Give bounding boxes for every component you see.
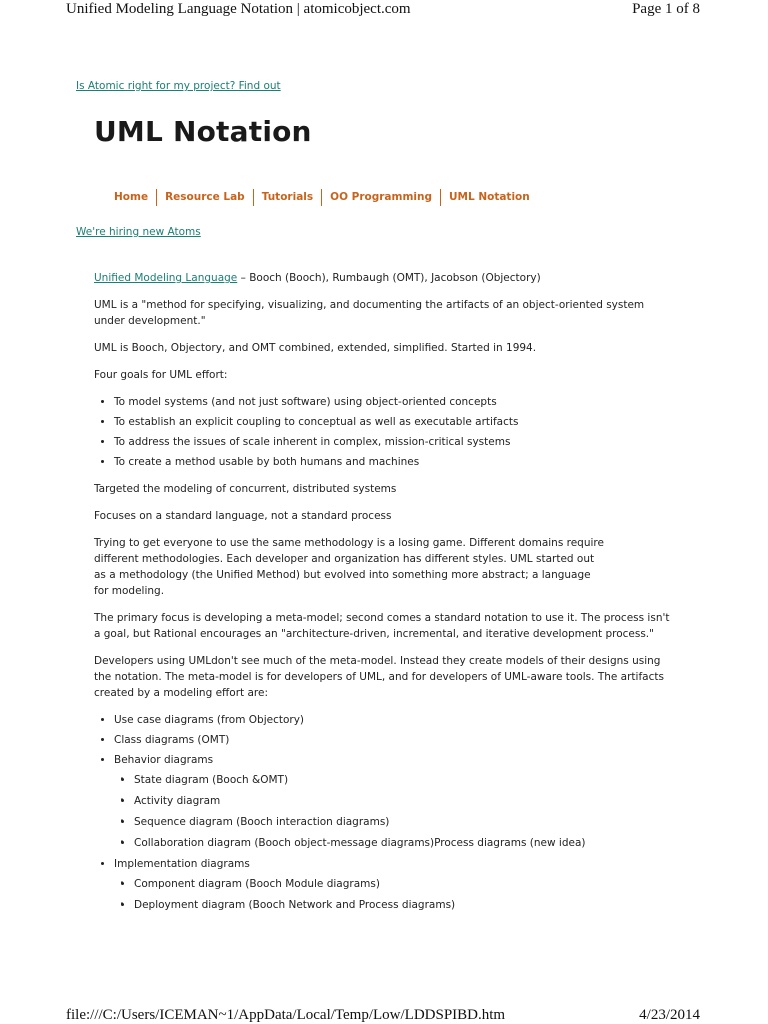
find-out-link[interactable]: Is Atomic right for my project? Find out bbox=[76, 80, 281, 92]
paragraph: Four goals for UML effort: bbox=[94, 369, 228, 381]
uml-wiki-link[interactable]: Unified Modeling Language bbox=[94, 272, 238, 284]
page-title: UML Notation bbox=[94, 115, 312, 148]
artifacts-list bbox=[94, 712, 674, 913]
sub-list-item: · • Component diagram (Booch Module diagrams) bbox=[134, 876, 674, 892]
list-item-label: Implementation diagrams bbox=[114, 858, 250, 870]
sub-list-item: · • Sequence diagram (Booch interaction diagrams) bbox=[134, 814, 674, 830]
print-header bbox=[0, 0, 768, 22]
paragraph: UML is a "method for specifying, visualizing, and documenting the artifacts of an object-oriented system under development." bbox=[94, 299, 645, 327]
sub-list-item: · • Collaboration diagram (Booch object-message diagrams)Process diagrams (new idea) bbox=[134, 835, 674, 851]
list-item: • To model systems (and not just software) using object-oriented concepts bbox=[114, 394, 674, 410]
sub-list-item: · • State diagram (Booch &OMT) bbox=[134, 772, 674, 788]
sub-list-item: · • Activity diagram bbox=[134, 793, 674, 809]
print-footer-path: file:///C:/Users/ICEMAN~1/AppData/Local/Temp/Low/LDDSPIBD.htm bbox=[66, 1007, 506, 1023]
print-header-page-number: Page 1 of 8 bbox=[632, 1, 700, 17]
nav-uml-notation[interactable]: UML Notation bbox=[449, 191, 530, 203]
paragraph: Developers using UMLdon't see much of the meta-model. Instead they create models of their designs using the notation. The meta-model is for developers of UML, and for developers of UML-aware tools. The artifacts created by a modeling effort are: bbox=[94, 655, 664, 699]
intro-text: – Booch (Booch), Rumbaugh (OMT), Jacobson (Objectory) bbox=[237, 272, 541, 284]
paragraph: The primary focus is developing a meta-model; second comes a standard notation to use it. The process isn't a goal, but Rational encourages an "architecture-driven, incremental, and iterative development process." bbox=[94, 612, 670, 640]
list-item: • To create a method usable by both humans and machines bbox=[114, 454, 674, 470]
nav-home[interactable]: Home bbox=[114, 191, 149, 203]
nav-resource-lab[interactable]: Resource Lab bbox=[165, 191, 245, 203]
list-item-label: Behavior diagrams bbox=[114, 754, 214, 766]
main-nav bbox=[106, 188, 538, 206]
goals-list bbox=[94, 394, 674, 470]
nav-tutorials[interactable]: Tutorials bbox=[261, 191, 314, 203]
list-item: • Use case diagrams (from Objectory) bbox=[114, 712, 674, 728]
implementation-sublist bbox=[114, 876, 674, 913]
print-header-title: Unified Modeling Language Notation | atomicobject.com bbox=[66, 1, 411, 17]
list-item: • To address the issues of scale inherent in complex, mission-critical systems bbox=[114, 434, 674, 450]
list-item: • To establish an explicit coupling to conceptual as well as executable artifacts bbox=[114, 414, 674, 430]
hiring-link[interactable]: We're hiring new Atoms bbox=[76, 226, 201, 238]
paragraph: Targeted the modeling of concurrent, distributed systems bbox=[94, 483, 397, 495]
list-item bbox=[114, 856, 674, 913]
paragraph: UML is Booch, Objectory, and OMT combined, extended, simplified. Started in 1994. bbox=[94, 342, 537, 354]
print-footer-date: 4/23/2014 bbox=[639, 1007, 700, 1023]
list-item: • Class diagrams (OMT) bbox=[114, 732, 674, 748]
article-body bbox=[94, 270, 674, 924]
intro-paragraph bbox=[94, 270, 674, 286]
sub-list-item: · • Deployment diagram (Booch Network and Process diagrams) bbox=[134, 897, 674, 913]
blockquote: Trying to get everyone to use the same methodology is a losing game. Different domains require different methodologies. Each developer and organization has different styles. UML started out as a methodology (the Unified Method) but evolved into something more abstract; a language for modeling. bbox=[94, 537, 604, 597]
nav-oo-programming[interactable]: OO Programming bbox=[330, 191, 432, 203]
behavior-sublist bbox=[114, 772, 674, 851]
print-footer bbox=[0, 1006, 768, 1024]
paragraph: Focuses on a standard language, not a standard process bbox=[94, 510, 392, 522]
list-item bbox=[114, 752, 674, 851]
